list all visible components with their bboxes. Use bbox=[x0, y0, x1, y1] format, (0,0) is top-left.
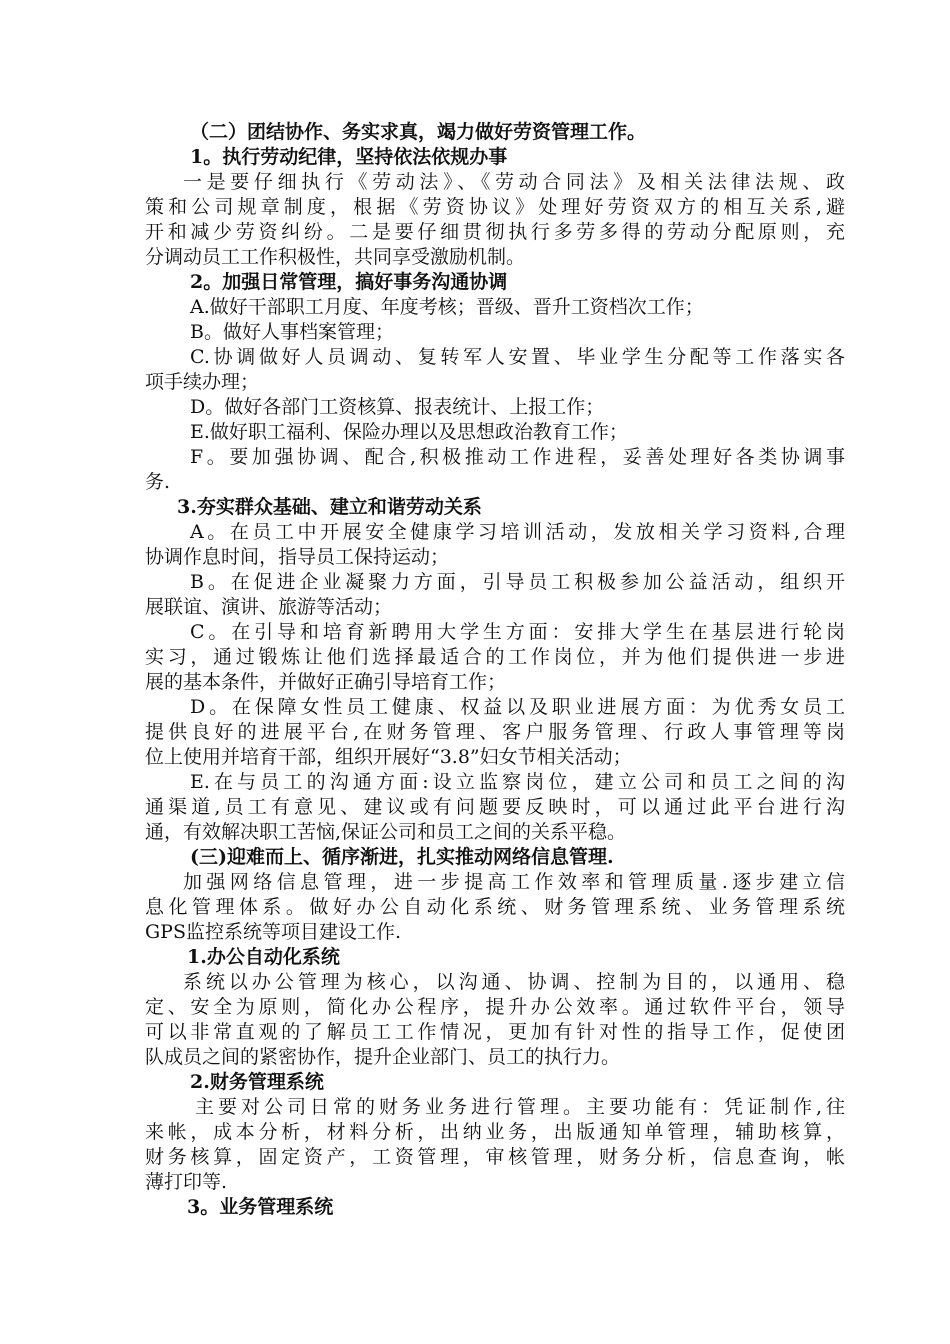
paragraph-line: 开和减少劳资纠纷。二是要仔细贯彻执行多劳多得的劳动分配原则，充 bbox=[145, 221, 845, 243]
paragraph-line: D。做好各部门工资核算、报表统计、上报工作； bbox=[190, 396, 605, 418]
section-heading: 2。加强日常管理，搞好事务沟通协调 bbox=[190, 271, 508, 293]
paragraph-line: 加强网络信息管理，进一步提高工作效率和管理质量.逐步建立信 bbox=[183, 871, 845, 893]
paragraph-line: 位上使用并培育干部，组织开展好“3.8”妇女节相关活动； bbox=[145, 746, 632, 768]
paragraph-line: 实习，通过锻炼让他们选择最适合的工作岗位，并为他们提供进一步进 bbox=[145, 646, 845, 668]
paragraph-line: 一是要仔细执行《劳动法》、《劳动合同法》及相关法律法规、政 bbox=[183, 171, 845, 193]
paragraph-line: 展联谊、演讲、旅游等活动； bbox=[145, 596, 393, 618]
paragraph-line: D。在保障女性员工健康、权益以及职业进展方面：为优秀女员工 bbox=[190, 696, 845, 718]
section-heading: (三)迎难而上、循序渐进，扎实推动网络信息管理. bbox=[190, 846, 614, 868]
paragraph-line: A.做好干部职工月度、年度考核；晋级、晋升工资档次工作； bbox=[190, 296, 704, 318]
paragraph-line: 通，有效解决职工苦恼,保证公司和员工之间的关系平稳。 bbox=[145, 821, 627, 843]
paragraph-line: C.协调做好人员调动、复转军人安置、毕业学生分配等工作落实各 bbox=[190, 346, 845, 368]
paragraph-line: E.在与员工的沟通方面:设立监察岗位，建立公司和员工之间的沟 bbox=[190, 771, 845, 793]
paragraph-line: B。做好人事档案管理； bbox=[190, 321, 394, 343]
paragraph-line: 可以非常直观的了解员工工作情况，更加有针对性的指导工作，促使团 bbox=[145, 1021, 845, 1043]
paragraph-line: E.做好职工福利、保险办理以及思想政治教育工作； bbox=[190, 421, 628, 443]
paragraph-line: 策和公司规章制度，根据《劳资协议》处理好劳资双方的相互关系,避 bbox=[145, 196, 845, 218]
section-heading: 1.办公自动化系统 bbox=[187, 946, 340, 968]
paragraph-line: 来帐，成本分析，材料分析，出纳业务，出版通知单管理，辅助核算， bbox=[145, 1121, 845, 1143]
paragraph-line: 展的基本条件，并做好正确引导培育工作； bbox=[145, 671, 507, 693]
paragraph-line: 财务核算，固定资产，工资管理，审核管理，财务分析，信息查询，帐 bbox=[145, 1146, 845, 1168]
document-body bbox=[145, 120, 845, 1220]
section-heading: 2.财务管理系统 bbox=[190, 1071, 324, 1093]
section-heading: 3。业务管理系统 bbox=[187, 1196, 334, 1218]
paragraph-line: 提供良好的进展平台,在财务管理、客户服务管理、行政人事管理等岗 bbox=[145, 721, 845, 743]
paragraph-line: C。在引导和培育新聘用大学生方面：安排大学生在基层进行轮岗 bbox=[190, 621, 845, 643]
paragraph-line: 务. bbox=[145, 471, 171, 493]
section-heading: 1。执行劳动纪律，坚持依法依规办事 bbox=[190, 146, 508, 168]
paragraph-line: 项手续办理； bbox=[145, 371, 260, 393]
paragraph-line: 薄打印等. bbox=[145, 1171, 228, 1193]
paragraph-line: 系统以办公管理为核心，以沟通、协调、控制为目的，以通用、稳 bbox=[183, 971, 845, 993]
paragraph-line: F。要加强协调、配合,积极推动工作进程，妥善处理好各类协调事 bbox=[190, 446, 845, 468]
paragraph-line: GPS监控系统等项目建设工作. bbox=[145, 921, 402, 943]
paragraph-line: 通渠道,员工有意见、建议或有问题要反映时，可以通过此平台进行沟 bbox=[145, 796, 845, 818]
section-heading: （二）团结协作、务实求真，竭力做好劳资管理工作。 bbox=[190, 121, 647, 143]
paragraph-line: 队成员之间的紧密协作，提升企业部门、员工的执行力。 bbox=[145, 1046, 621, 1068]
paragraph-line: 协调作息时间，指导员工保持运动； bbox=[145, 546, 450, 568]
paragraph-line: B。在促进企业凝聚力方面，引导员工积极参加公益活动，组织开 bbox=[190, 571, 845, 593]
paragraph-line: 分调动员工工作积极性，共同享受激励机制。 bbox=[145, 246, 526, 268]
section-heading: 3.夯实群众基础、建立和谐劳动关系 bbox=[177, 496, 482, 518]
paragraph-line: 息化管理体系。做好办公自动化系统、财务管理系统、业务管理系统 bbox=[145, 896, 845, 918]
paragraph-line: 主要对公司日常的财务业务进行管理。主要功能有：凭证制作,往 bbox=[195, 1096, 845, 1118]
paragraph-line: 定、安全为原则，简化办公程序，提升办公效率。通过软件平台，领导 bbox=[145, 996, 845, 1018]
paragraph-line: A。在员工中开展安全健康学习培训活动，发放相关学习资料,合理 bbox=[190, 521, 845, 543]
